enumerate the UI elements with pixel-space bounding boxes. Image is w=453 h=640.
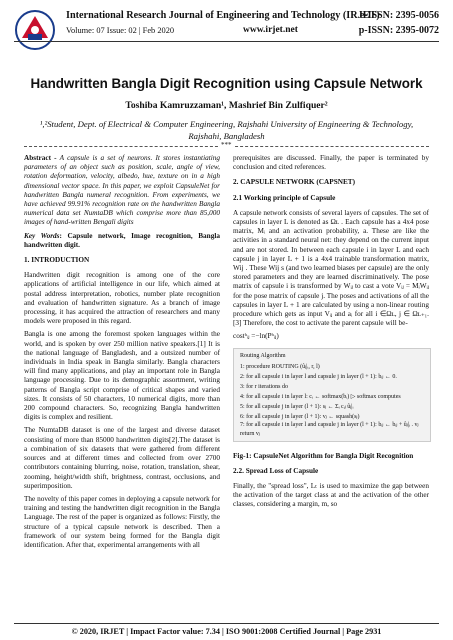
page-footer: © 2020, IRJET | Impact Factor value: 7.34 | ISO 9001:2008 Certified Journal | Page 2931: [71, 627, 382, 636]
e-issn: e-ISSN: 2395-0056: [359, 10, 439, 21]
paragraph: Handwritten digit recognition is among one of the core applications of artificial intelligence in our life, which aimed at postal address interpretation, robotics, number plate recognition and evaluation of handwritten signature. As a branch of image processing, it has acquired the attraction of researchers and many models were proposed in this regard.: [24, 271, 220, 326]
algorithm-line: 6: for all capsule j in layer (l + 1): vⱼ ← squash(sⱼ): [240, 413, 360, 420]
algorithm-line: 2: for all capsule i in layer l and capsule j in layer (l + 1): bᵢⱼ ← 0.: [240, 373, 397, 380]
affiliation-line-1: ¹,²Student, Dept. of Electrical & Computer Engineering, Rajshahi University of Engineering & Technology,: [39, 119, 414, 129]
algorithm-line: return vⱼ: [240, 430, 260, 437]
paper-title: Handwritten Bangla Digit Recognition using Capsule Network: [30, 76, 423, 91]
paragraph: Finally, the "spread loss", Lₜ is used to maximize the gap between the activation of the target class at and the activation of the other classes, considering a margin, m, so: [233, 482, 429, 509]
routing-algorithm-figure: [233, 348, 431, 442]
figure-caption: Fig-1: CapsuleNet Algorithm for Bangla Digit Recognition: [233, 451, 414, 460]
cost-formula: costʰᵢⱼ =−ln(Pʰᵢⱼ): [233, 332, 279, 341]
header-divider: [14, 41, 439, 42]
footer-divider: [14, 623, 439, 624]
divider-mark: ***: [221, 141, 232, 149]
authors: Toshiba Kamruzzaman¹, Mashrief Bin Zulfiquer²: [125, 100, 328, 111]
algorithm-line: 5: for all capsule j in layer (l + 1): sⱼ ← Σᵢ cᵢⱼ ûⱼ|ᵢ: [240, 403, 354, 410]
journal-website-link[interactable]: www.irjet.net: [243, 25, 298, 35]
algorithm-line: 7: for all capsule i in layer l and capsule j in layer (l + 1): bᵢⱼ ← bᵢⱼ + ûⱼ|ᵢ . vⱼ: [240, 421, 419, 428]
journal-header: [0, 0, 453, 58]
right-column: [233, 154, 429, 514]
keywords-text: : Capsule network, Image recognition, Bangla handwritten digit.: [24, 231, 220, 249]
keywords: [24, 232, 220, 250]
affiliation: [20, 118, 433, 142]
subsection-heading: 2.2. Spread Loss of Capsule: [233, 466, 319, 475]
volume-issue: Volume: 07 Issue: 02 | Feb 2020: [66, 26, 175, 35]
algorithm-title: Routing Algorithm: [240, 352, 286, 359]
paragraph: A capsule network consists of several layers of capsules. The set of capsules in layer L is denoted as Ωʟ . Each capsule has a 4x4 pose matrix, Mᵢ and an activation probability, a. These are like the activities in a standard neural net: they depend on the current input and are not stored. In between each capsule i in layer L and each capsule j in layer L + 1 is a 4x4 trainable transformation matrix, Wij . These Wij s (and two learned biases per capsule) are the only stored parameters and they are learned discriminatively. The pose matrix of capsule i is transformed by Wᵢⱼ to cast a vote Vᵢⱼ = MᵢWᵢⱼ for the pose matrix of capsule j. The poses and activations of all the capsules in layer L + 1 are calculated by using a non-linear routing procedure which gets as input Vᵢⱼ and aᵢ for all i ∈Ωʟ, j ∈ Ωʟ₊₁. [3] Therefore, the cost to activate the parent capsule will be-: [233, 208, 429, 328]
p-issn: p-ISSN: 2395-0072: [358, 25, 439, 36]
abstract-text: A capsule is a set of neurons. It stores instantiating parameters of an object such as position, scale, angle of view, rotation deformation, velocity, albedo, hue, texture on in a high dimensional vector space. In this paper, we exploit CapsuleNet for handwritten Bangla numeral recognition. From experiments, we have achieved 99.91% recognition rate on the handwritten Bangla numerical data set NumtaDB which comprise more than 85,000 images of hand-written Bengali digits: [24, 154, 220, 227]
abstract-label: Abstract -: [24, 154, 57, 162]
abstract: [24, 154, 220, 228]
section-heading-introduction: 1. INTRODUCTION: [24, 256, 90, 265]
paragraph: The NumtaDB dataset is one of the largest and diverse dataset consisting of more than 85000 handwritten digits[2].The dataset is a combination of six datasets that were gathered from different sources and at different times and collected from over 2700 contributors containing blurring, noise, rotation, translation, shear, zooming, height/width shift, brightness, contrast, occlusions, and superimposition.: [24, 426, 220, 490]
algorithm-line: 4: for all capsule i in layer l: cᵢ ← softmax(bᵢ) ▷ softmax computes: [240, 393, 401, 400]
keywords-label: Key Words: [24, 231, 60, 240]
algorithm-line: 1: procedure ROUTING (ûⱼ|ᵢ, r, l): [240, 363, 320, 370]
left-column: [24, 154, 220, 554]
algorithm-line: 3: for r iterations do: [240, 383, 288, 390]
paragraph: prerequisites are discussed. Finally, the paper is terminated by conclusion and cited references.: [233, 154, 429, 172]
paragraph: The novelty of this paper comes in deploying a capsule network for training and testing the handwritten digit recognition in the Bangla Language. The rest of the paper is organized as follows: Firstly, the structure of a typical capsule network is described. Then a framework of our system being formed for the Bangla digit identification. After that, experimental arrangements with all: [24, 494, 220, 549]
journal-title: International Research Journal of Engineering and Technology (IRJET): [66, 10, 380, 21]
section-heading-capsnet: 2. CAPSULE NETWORK (CAPSNET): [233, 178, 356, 187]
affiliation-line-2: Rajshahi, Bangladesh: [188, 131, 265, 141]
paragraph: Bangla is one among the foremost spoken languages within the world, and is spoken by over 250 million native speakers.[1] It is the national language of Bangladesh, and a outsized number of individuals in India speak in Bangla similarly. Bangla characters will find many applications, and play an important role in Bangla language processing. Due to its demographic assortment, writing patterns of Bangla script comprise of critical shapes and varied sizes. It consists of 50 characters, 10 numerical digits, more than 200 compound characters. So, recognizing Bangla handwritten digits is complex and resilient.: [24, 330, 220, 422]
irjet-logo-icon: [14, 8, 56, 52]
subsection-heading: 2.1 Working principle of Capsule: [233, 193, 336, 202]
